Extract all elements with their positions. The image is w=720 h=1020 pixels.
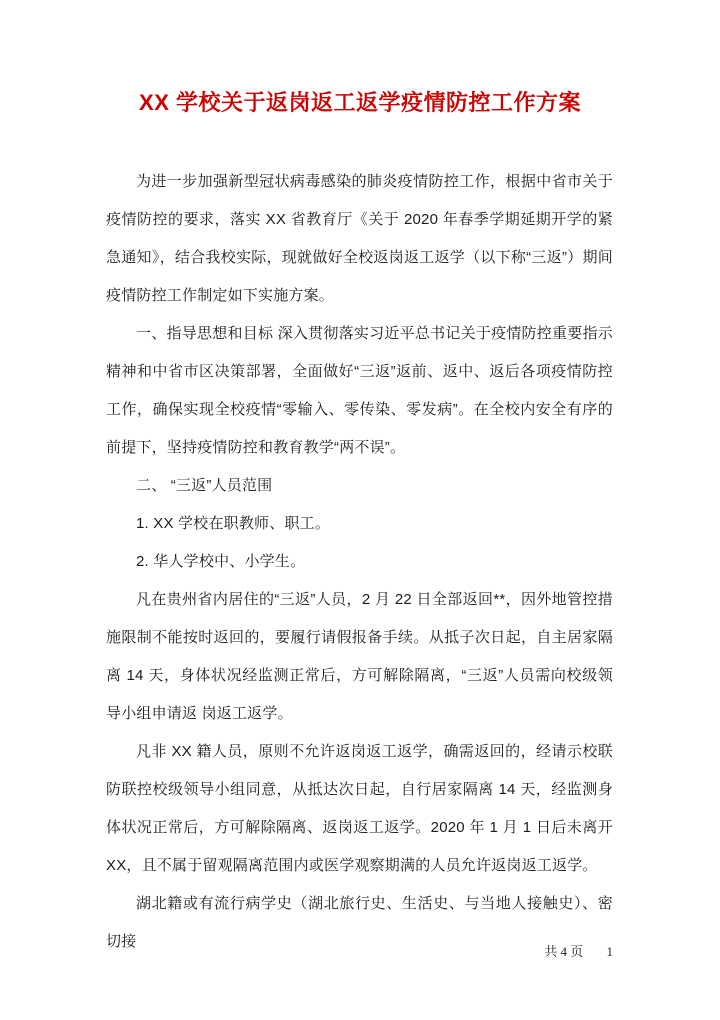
paragraph-intro: 为进一步加强新型冠状病毒感染的肺炎疫情防控工作，根据中省市关于疫情防控的要求，落实 XX 省教育厅《关于 2020 年春季学期延期开学的紧急通知》，结合我校实际，现就做好全校返岗返工返学（以下称“三返”）期间疫情防控工作制定如下实施方案。 — [106, 173, 613, 304]
paragraph-provincial-residents: 凡在贵州省内居住的“三返”人员，2 月 22 日全部返回**，因外地管控措施限制不能按时返回的，要履行请假报备手续。从抵子次日起，自主居家隔离 14 天，身体状况经监测正常后，方可解除隔离，“三返”人员需向校级领导小组申请返 岗返工返学。 — [106, 591, 613, 722]
paragraph-list-item-1: 1. XX 学校在职教师、职工。 — [136, 515, 331, 532]
page-number: 1 — [606, 944, 613, 959]
paragraph-hubei-history: 湖北籍或有流行病学史（湖北旅行史、生活史、与当地人接触史）、密切接 — [106, 895, 613, 950]
paragraph-non-local-personnel: 凡非 XX 籍人员，原则不允许返岗返工返学，确需返回的，经请示校联防联控校级领导小组同意，从抵达次日起，自行居家隔离 14 天，经监测身体状况正常后，方可解除隔离、返岗返工返学。2020 年 1 月 1 日后未离开 XX，且不属于留观隔离范围内或医学观察期满的人员允许返岗返工返学。 — [106, 743, 613, 874]
total-pages-label: 共 4 页 — [544, 944, 584, 959]
document-body — [106, 163, 613, 961]
document-title: XX 学校关于返岗返工返学疫情防控工作方案 — [139, 90, 581, 115]
paragraph-list-item-2: 2. 华人学校中、小学生。 — [136, 553, 306, 570]
page-footer — [544, 944, 613, 960]
paragraph-section-1-guiding-ideology: 一、指导思想和目标 深入贯彻落实习近平总书记关于疫情防控重要指示精神和中省市区决策部署，全面做好“三返”返前、返中、返后各项疫情防控工作，确保实现全校疫情“零输入、零传染、零发病”。在全校内安全有序的前提下，坚持疫情防控和教育教学“两不误”。 — [106, 325, 613, 456]
paragraph-section-2-heading: 二、 “三返”人员范围 — [136, 477, 273, 494]
